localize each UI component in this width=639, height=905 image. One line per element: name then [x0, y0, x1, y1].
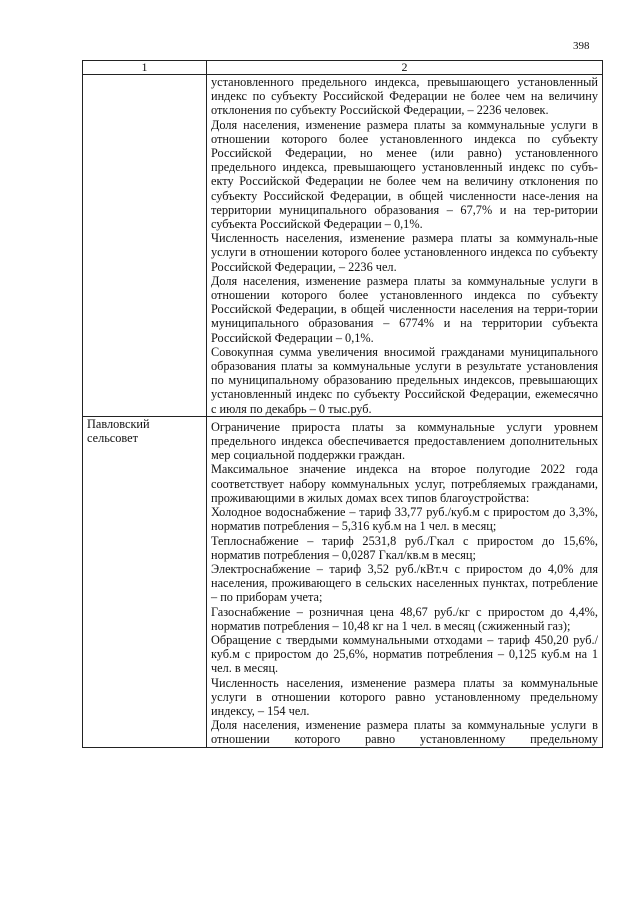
paragraph: Газоснабжение – розничная цена 48,67 руб./кг с приростом до 4,4%, норматив потребления – 10,48 кг на 1 чел. в месяц (сжиженный газ);	[211, 604, 598, 633]
paragraph: Доля населения, изменение размера платы за коммунальные услуги в отношении которого равно установленному предельному	[211, 718, 598, 747]
table-header-row	[83, 61, 603, 75]
paragraph: Численность населения, изменение размера платы за коммуналь-ные услуги в отношении которого более установленного индекса по субъекту Российской Федерации, – 2236 чел.	[211, 231, 598, 274]
paragraph: Доля населения, изменение размера платы за коммунальные услуги в отношении которого более установленного индекса по субъекту Российской Федерации, но менее (или равно) установленного предельного индекса, превышающего установленный индекс по субъ-екту Российской Федерации не более чем на величину отклонения по субъекту Российской Федерации, в общей численности насе-ления на территории муниципального образования – 67,7% и на тер-ритории субъекта Российской Федерации – 0,1%.	[211, 117, 598, 232]
paragraph: Максимальное значение индекса на второе полугодие 2022 года соответствует набору коммунальных услуг, потребляемых гражданами, проживающими в жилых домах всех типов благоустройства:	[211, 462, 598, 505]
description-cell	[207, 75, 603, 417]
document-table	[82, 60, 603, 748]
column-header-1: 1	[83, 61, 207, 75]
paragraph: Ограничение прироста платы за коммунальные услуги уровнем предельного индекса обеспечивается предоставлением дополнительных мер социальной поддержки граждан.	[211, 419, 598, 463]
paragraph: Электроснабжение – тариф 3,52 руб./кВт.ч с приростом до 4,0% для населения, проживающего в сельских населенных пунктах, потребление – по приборам учета;	[211, 561, 598, 605]
paragraph: Холодное водоснабжение – тариф 33,77 руб./куб.м с приростом до 3,3%, норматив потребления – 5,316 куб.м на 1 чел. в месяц;	[211, 505, 598, 534]
paragraph: Доля населения, изменение размера платы за коммунальные услуги в отношении которого более установленного индекса по субъекту Российской Федерации, в общей численности населения на терри-тории муниципального образования – 6774% и на территории субъекта Российской Федерации – 0,1%.	[211, 273, 598, 345]
paragraph: Численность населения, изменение размера платы за коммунальные услуги в отношении которого равно установленному предельному индексу, – 154 чел.	[211, 675, 598, 718]
municipality-name-cell: Павловский сельсовет	[83, 416, 207, 747]
page-number: 398	[573, 40, 590, 52]
table-row	[83, 75, 603, 417]
paragraph: Теплоснабжение – тариф 2531,8 руб./Гкал с приростом до 15,6%, норматив потребления – 0,0287 Гкал/кв.м в месяц;	[211, 533, 598, 562]
paragraph: установленного предельного индекса, превышающего установленный индекс по субъекту Российской Федерации не более чем на величину отклонения по субъекту Российской Федерации, – 2236 человек.	[211, 75, 598, 118]
municipality-name-cell	[83, 75, 207, 417]
table-row	[83, 416, 603, 747]
column-header-2: 2	[207, 61, 603, 75]
description-cell	[207, 416, 603, 747]
paragraph: Обращение с твердыми коммунальными отходами – тариф 450,20 руб./куб.м с приростом до 25,6%, норматив потребления – 0,125 куб.м на 1 чел. в месяц.	[211, 632, 598, 676]
paragraph: Совокупная сумма увеличения вносимой гражданами муниципального образования платы за коммунальные услуги в результате установления по муниципальному образованию предельных индексов, превышающих установленный индекс по субъекту Российской Федерации, ежемесячно с июля по декабрь – 0 тыс.руб.	[211, 344, 598, 416]
